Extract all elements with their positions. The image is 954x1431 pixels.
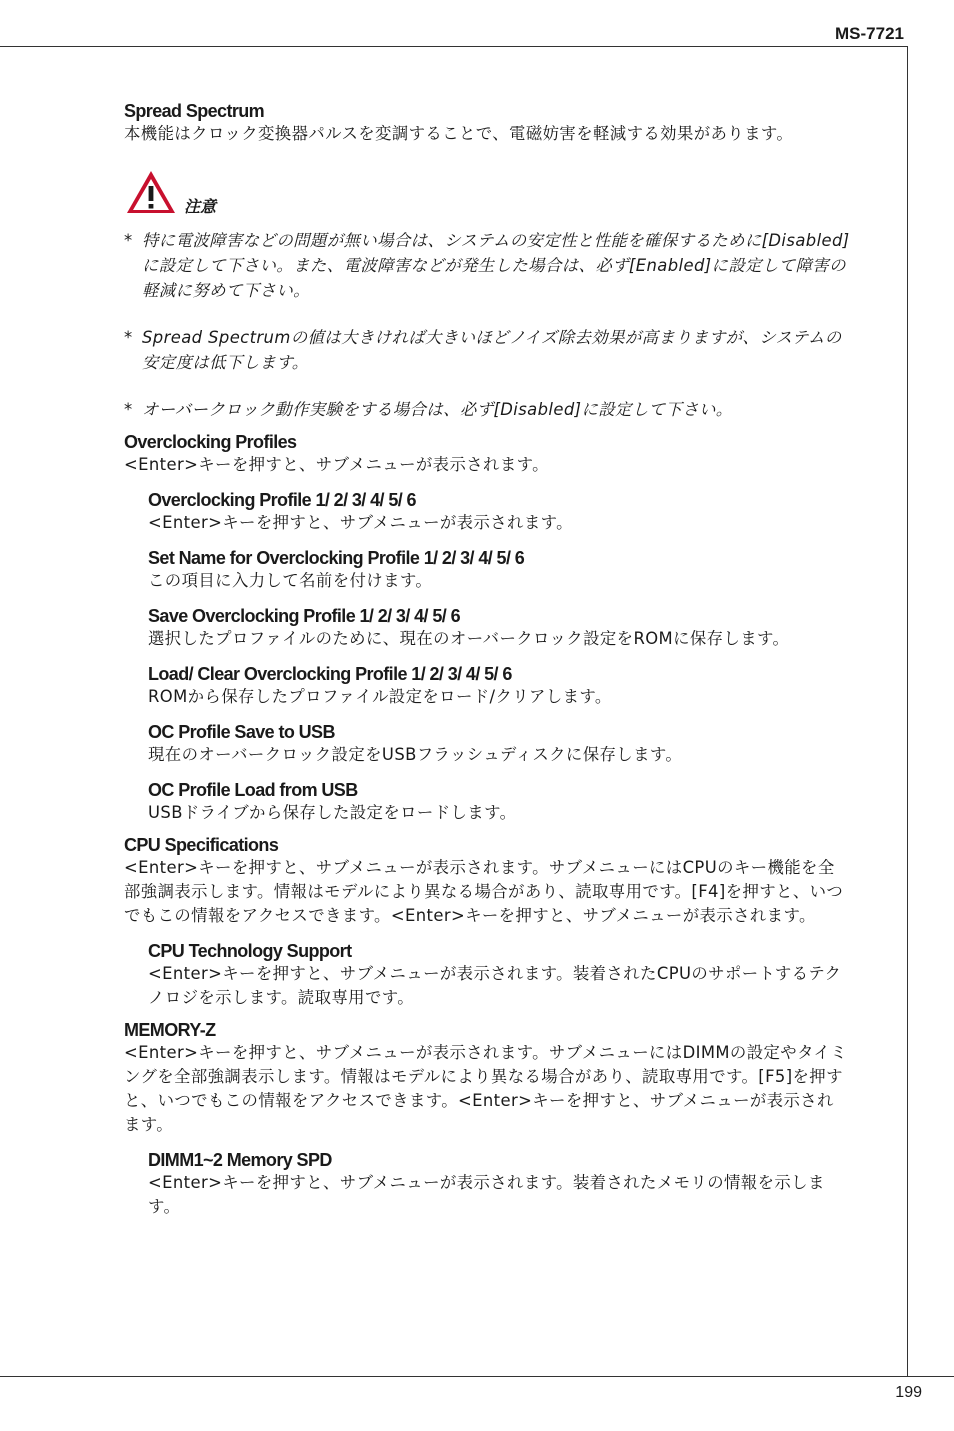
subsection-desc: この項目に入力して名前を付けます。: [148, 571, 433, 590]
note-item: [124, 397, 850, 422]
section-title-overclocking-profiles: Overclocking Profiles: [124, 432, 297, 452]
section-desc-overclocking-profiles: <Enter>キーを押すと、サブメニューが表示されます。: [124, 455, 549, 474]
margin-rule: [907, 46, 908, 1376]
footer-rule: [0, 1376, 954, 1377]
section-desc-spread-spectrum: 本機能はクロック変換器パルスを変調することで、電磁妨害を軽減する効果があります。: [124, 124, 794, 143]
subsection-title: CPU Technology Support: [148, 941, 352, 961]
subsection-title: Set Name for Overclocking Profile 1/ 2/ 3/ 4/ 5/ 6: [148, 548, 525, 568]
section-title-cpu-specifications: CPU Specifications: [124, 835, 279, 855]
subsection-title: OC Profile Load from USB: [148, 780, 358, 800]
subsection-desc: <Enter>キーを押すと、サブメニューが表示されます。: [148, 513, 573, 532]
bullet-mark: *: [124, 328, 133, 347]
subsection-title: OC Profile Save to USB: [148, 722, 335, 742]
subsection-desc: USBドライブから保存した設定をロードします。: [148, 803, 517, 822]
note-item: [124, 325, 850, 375]
section-title-spread-spectrum: Spread Spectrum: [124, 101, 265, 121]
note-title: 注意: [184, 197, 217, 216]
note-item-text: Spread Spectrumの値は大きければ大きいほどノイズ除去効果が高まりますが、システムの安定度は低下します。: [142, 328, 842, 372]
subsection-title: Overclocking Profile 1/ 2/ 3/ 4/ 5/ 6: [148, 490, 416, 510]
model-label: MS-7721: [835, 24, 904, 43]
section-title-memory-z: MEMORY-Z: [124, 1020, 216, 1040]
section-desc-memory-z: <Enter>キーを押すと、サブメニューが表示されます。サブメニューにはDIMMの設定やタイミングを全部強調表示します。情報はモデルにより異なる場合があり、読取専用です。[F5]を押すと、いつでもこの情報をアクセスできます。<Enter>キーを押すと、サブメニューが表示されます。: [124, 1043, 848, 1134]
note-item-text: オーバークロック動作実験をする場合は、必ず[Disabled]に設定して下さい。: [142, 400, 733, 419]
bullet-mark: *: [124, 231, 133, 250]
subsection-title: Load/ Clear Overclocking Profile 1/ 2/ 3/ 4/ 5/ 6: [148, 664, 512, 684]
note-item-text: 特に電波障害などの問題が無い場合は、システムの安定性と性能を確保するために[Disabled]に設定して下さい。また、電波障害などが発生した場合は、必ず[Enabled]に設定して障害の軽減に努めて下さい。: [142, 231, 850, 300]
bullet-mark: *: [124, 400, 133, 419]
subsection-desc: <Enter>キーを押すと、サブメニューが表示されます。装着されたCPUのサポートするテクノロジを示します。読取専用です。: [148, 964, 842, 1007]
subsection-desc: 選択したプロファイルのために、現在のオーバークロック設定をROMに保存します。: [148, 629, 790, 648]
subsection-desc: 現在のオーバークロック設定をUSBフラッシュディスクに保存します。: [148, 745, 683, 764]
subsection-desc: ROMから保存したプロファイル設定をロード/クリアします。: [148, 687, 612, 706]
subsection-title: DIMM1~2 Memory SPD: [148, 1150, 332, 1170]
section-desc-cpu-specifications: <Enter>キーを押すと、サブメニューが表示されます。サブメニューにはCPUのキー機能を全部強調表示します。情報はモデルにより異なる場合があり、読取専用です。[F4]を押すと、いつでもこの情報をアクセスできます。<Enter>キーを押すと、サブメニューが表示されます。: [124, 858, 844, 925]
subsection-title: Save Overclocking Profile 1/ 2/ 3/ 4/ 5/ 6: [148, 606, 460, 626]
note-header: [124, 169, 850, 219]
note-item: [124, 228, 850, 303]
subsection-desc: <Enter>キーを押すと、サブメニューが表示されます。装着されたメモリの情報を示します。: [148, 1173, 825, 1216]
page-content: [124, 100, 850, 1219]
warning-icon: [125, 169, 177, 215]
header-rule: [0, 46, 908, 47]
page-number: 199: [895, 1384, 922, 1401]
